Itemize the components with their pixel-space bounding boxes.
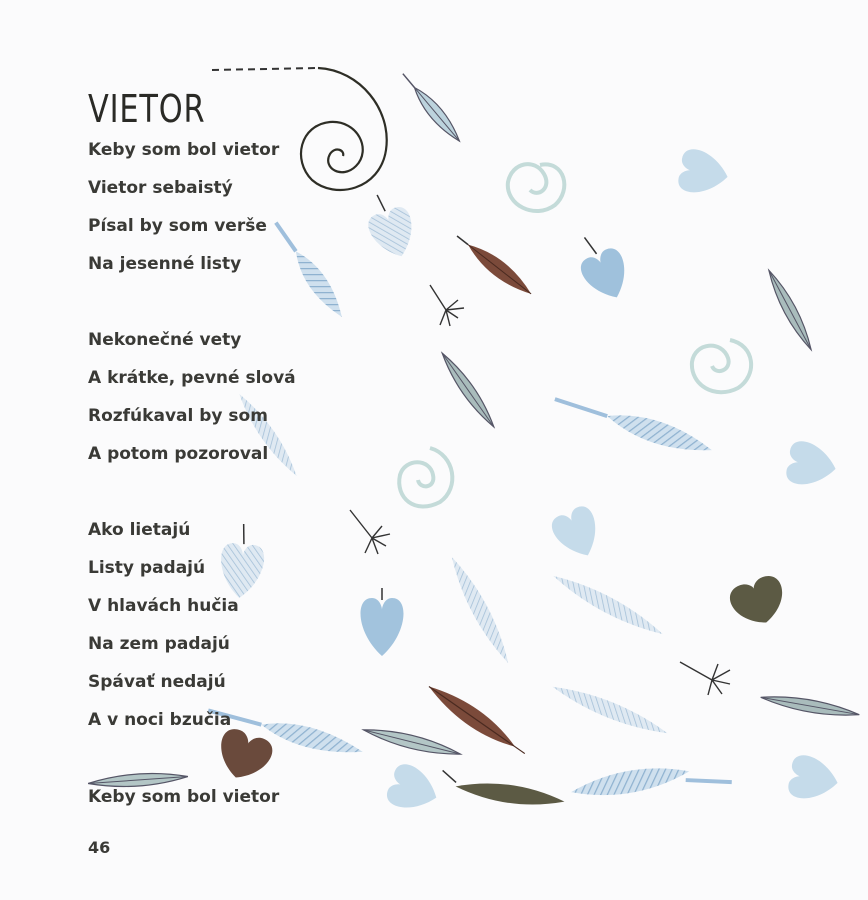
grey-leaf	[398, 70, 465, 146]
poem-line: Nekonečné vety	[88, 330, 242, 350]
heart-leaf	[384, 761, 444, 818]
poem-line: Písal by som verše	[88, 216, 267, 236]
grey-leaf	[362, 724, 462, 761]
heart-leaf	[677, 147, 732, 198]
feather-leaf	[234, 390, 303, 480]
poem-line: Spávať nedajú	[88, 672, 226, 692]
heart-leaf	[218, 522, 267, 599]
poem-line: A potom pozoroval	[88, 444, 269, 464]
poem-line: Rozfúkaval by som	[88, 406, 268, 426]
olive-leaf	[726, 572, 791, 632]
poem-title: VIETOR	[88, 87, 206, 132]
feather-leaf	[268, 217, 349, 322]
feather-leaf	[551, 389, 715, 461]
poem-line: Keby som bol vietor	[88, 140, 280, 160]
grey-leaf	[764, 267, 817, 352]
seed-sprig	[350, 285, 730, 695]
heart-leaf	[785, 439, 840, 490]
wind-spiral-pale	[399, 448, 452, 507]
page-number: 46	[88, 838, 111, 857]
poem-line: A v noci bzučia	[88, 710, 232, 730]
feather-leaf	[550, 569, 667, 641]
poem-line: Listy padajú	[88, 558, 206, 578]
feather-leaf	[550, 679, 671, 740]
poem-line: Vietor sebaistý	[88, 178, 233, 198]
poem-line: V hlavách hučia	[88, 596, 239, 616]
feather-leaf	[445, 553, 515, 666]
poem-line: Keby som bol vietor	[88, 787, 280, 807]
feather-leaf	[569, 754, 732, 810]
heart-leaf	[548, 503, 607, 565]
wind-spiral-pale	[692, 340, 751, 392]
heart-leaf	[361, 588, 404, 656]
wind-dashed-line	[212, 68, 318, 70]
wind-spiral-dark	[301, 68, 387, 190]
olive-leaf	[439, 770, 566, 810]
grey-leaf	[760, 691, 861, 720]
heart-leaf	[359, 187, 422, 264]
poem-line: Ako lietajú	[88, 520, 191, 540]
poem-line: Na zem padajú	[88, 634, 230, 654]
brown-leaf	[211, 725, 276, 786]
heart-leaf	[569, 227, 637, 307]
heart-leaf	[787, 753, 842, 804]
grey-leaf	[437, 350, 498, 431]
poem-line: Na jesenné listy	[88, 254, 242, 274]
wind-spiral-pale	[508, 164, 565, 211]
brown-leaf	[452, 230, 536, 300]
poem-line: A krátke, pevné slová	[88, 368, 296, 388]
